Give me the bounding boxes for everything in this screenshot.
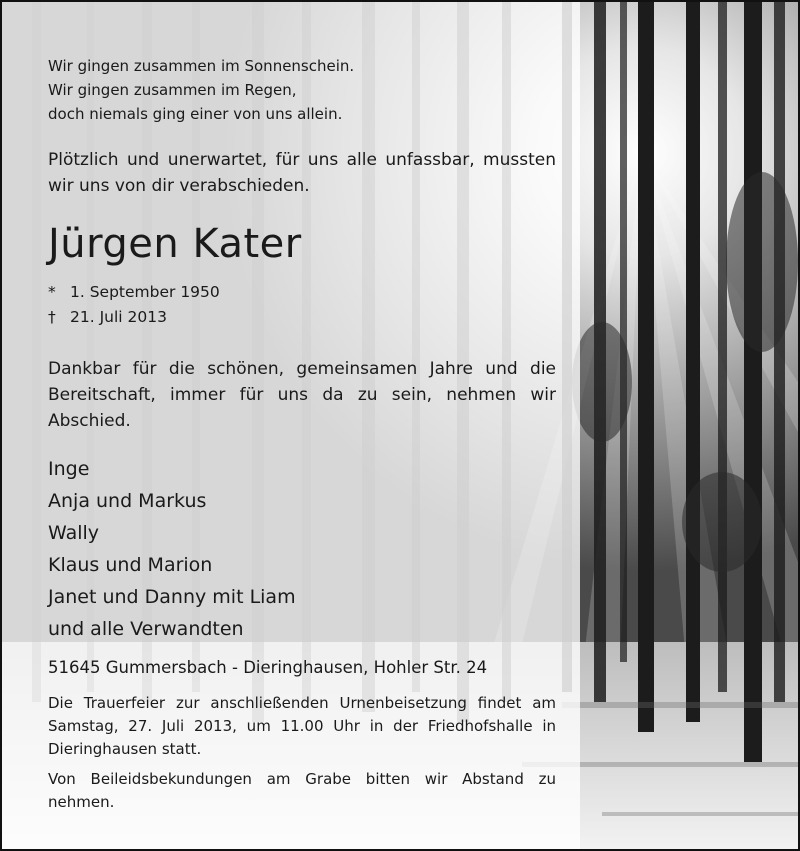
death-date-line — [48, 305, 556, 330]
birth-date-line — [48, 280, 556, 305]
mourner-name: Janet und Danny mit Liam — [48, 586, 296, 608]
birth-date: 1. September 1950 — [70, 283, 220, 301]
poem-line: doch niemals ging einer von uns allein. — [48, 105, 343, 123]
birth-symbol: * — [48, 283, 56, 301]
life-dates — [48, 280, 556, 330]
condolence-note: Von Beileidsbekundungen am Grabe bitten wir Abstand zu nehmen. — [48, 770, 556, 811]
poem-line: Wir gingen zusammen im Regen, — [48, 81, 297, 99]
ceremony-info: Die Trauerfeier zur anschließenden Urnenbeisetzung findet am Samstag, 27. Juli 2013, um 11.00 Uhr in der Friedhofshalle in Dieringhausen statt. — [48, 694, 556, 758]
poem — [48, 54, 556, 126]
thanks-text: Dankbar für die schönen, gemeinsamen Jahre und die Bereitschaft, immer für uns da zu sein, nehmen wir Abschied. — [48, 359, 556, 431]
intro-text: Plötzlich und unerwartet, für uns alle unfassbar, mussten wir uns von dir verabschieden. — [48, 150, 556, 196]
poem-line: Wir gingen zusammen im Sonnenschein. — [48, 57, 355, 75]
mourner-name: Anja und Markus — [48, 490, 207, 512]
death-date: 21. Juli 2013 — [70, 308, 167, 326]
mourners-list — [48, 453, 556, 645]
family-address: 51645 Gummersbach - Dieringhausen, Hohler Str. 24 — [48, 658, 488, 677]
deceased-name: Jürgen Kater — [48, 221, 302, 267]
mourner-name: Inge — [48, 458, 90, 480]
cross-icon: † — [48, 308, 56, 326]
mourner-name: Klaus und Marion — [48, 554, 213, 576]
mourner-name: Wally — [48, 522, 100, 544]
mourner-name: und alle Verwandten — [48, 618, 244, 640]
